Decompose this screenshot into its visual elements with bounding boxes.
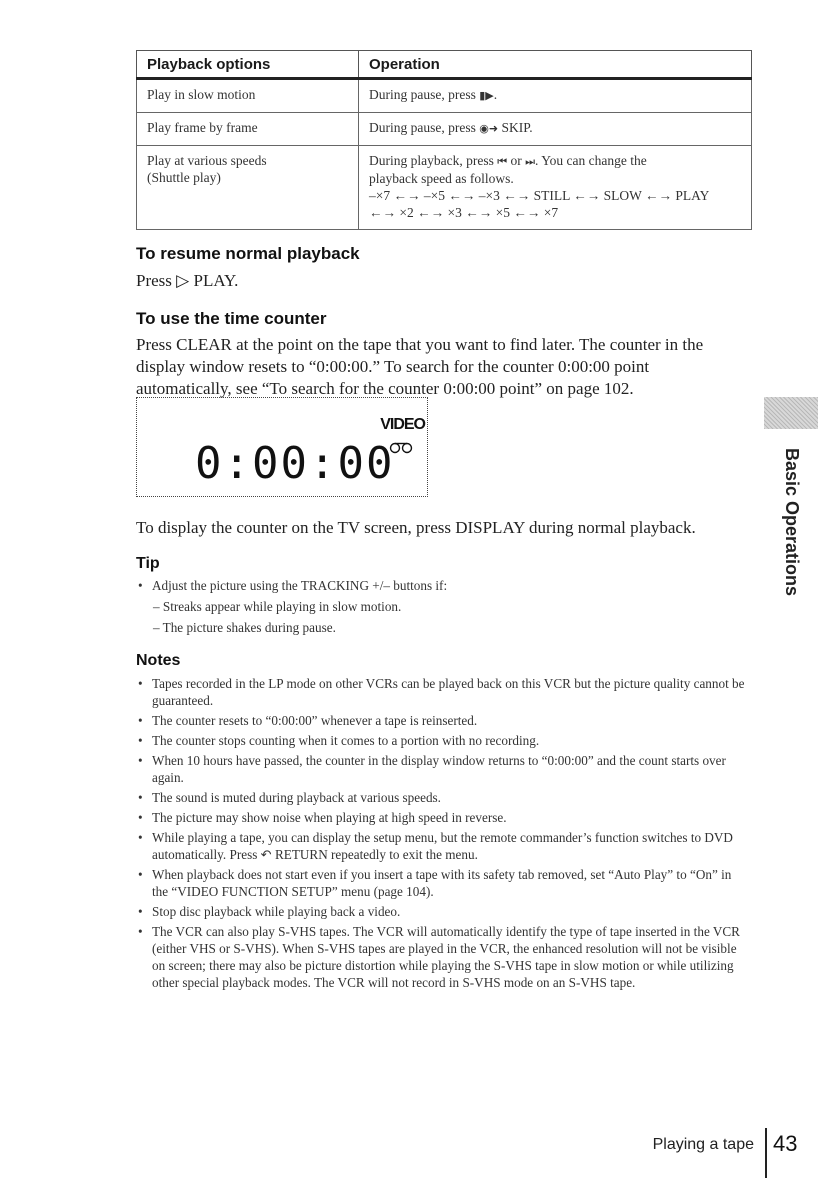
tip-subitem: – Streaks appear while playing in slow motion. <box>153 599 402 614</box>
play-label: PLAY. <box>193 271 239 290</box>
fast-forward-icon: ⏭ <box>525 155 536 168</box>
play-icon: ▷ <box>176 271 190 291</box>
notes-list <box>136 675 748 994</box>
speed-sequence-line: –×7 ←→ –×5 ←→ –×3 ←→ STILL ←→ SLOW ←→ PLAY <box>369 188 710 203</box>
tv-display-instruction: To display the counter on the TV screen, press DISPLAY during normal playback. <box>136 518 696 537</box>
table-row <box>137 113 752 146</box>
list-item: • The counter stops counting when it comes to a portion with no recording. <box>136 732 748 749</box>
column-header-options: Playback options <box>137 51 359 79</box>
table-header-row <box>137 51 752 79</box>
list-item: • The picture may show noise when playing at high speed in reverse. <box>136 809 748 826</box>
operation-suffix: . <box>493 87 498 102</box>
resume-heading: To resume normal playback <box>136 244 360 263</box>
operation-suffix: SKIP. <box>501 120 533 135</box>
operation-line <box>369 152 741 170</box>
list-item: • When playback does not start even if you insert a tape with its safety tab removed, set “Auto Play” to “On” in the “VIDEO FUNCTION SETUP” menu (page 104). <box>136 866 748 900</box>
footer-divider <box>765 1128 767 1178</box>
tape-icon <box>389 442 413 454</box>
operation-text: During pause, press <box>369 87 476 102</box>
counter-paragraph <box>136 334 751 400</box>
operation-cell <box>359 79 752 113</box>
paragraph-line: automatically, see “To search for the counter 0:00:00 point” on page 102. <box>136 379 634 398</box>
list-item: • Adjust the picture using the TRACKING +/– buttons if: <box>136 577 748 594</box>
notes-heading: Notes <box>136 652 181 669</box>
option-cell: Play in slow motion <box>137 79 359 113</box>
tip-subitem: – The picture shakes during pause. <box>153 620 336 635</box>
option-line: Play at various speeds <box>147 153 267 168</box>
paragraph-line: Press CLEAR at the point on the tape that you want to find later. The counter in the <box>136 335 704 354</box>
page-number: 43 <box>773 1131 798 1156</box>
operation-text: During pause, press <box>369 120 476 135</box>
section-side-label: Basic Operations <box>782 448 802 597</box>
operation-text: . You can change the <box>535 153 647 168</box>
section-tab-marker <box>764 397 818 429</box>
operation-text: During playback, press <box>369 153 494 168</box>
table-row <box>137 79 752 113</box>
list-item: • When 10 hours have passed, the counter in the display window returns to “0:00:00” and the count starts over again. <box>136 752 748 786</box>
tip-list <box>136 577 748 597</box>
option-cell: Play frame by frame <box>137 113 359 146</box>
press-text: Press <box>136 271 172 290</box>
tip-heading: Tip <box>136 555 160 572</box>
skip-icon: ◉➜ <box>479 122 499 135</box>
list-item: • Stop disc playback while playing back a video. <box>136 903 748 920</box>
list-item: • While playing a tape, you can display the setup menu, but the remote commander’s function switches to DVD automatically. Press ↶ RETURN repeatedly to exit the menu. <box>136 829 748 863</box>
counter-digits: 0:00:00 <box>195 438 395 489</box>
table-row <box>137 146 752 230</box>
operation-cell <box>359 146 752 230</box>
playback-options-table <box>136 50 752 230</box>
rewind-icon: ⏮ <box>497 155 508 168</box>
operation-line: playback speed as follows. <box>369 171 514 186</box>
video-indicator: VIDEO <box>380 416 425 433</box>
option-line: (Shuttle play) <box>147 170 221 185</box>
footer-section-title: Playing a tape <box>652 1136 754 1153</box>
paragraph-line: display window resets to “0:00:00.” To search for the counter 0:00:00 point <box>136 357 650 376</box>
speed-sequence-line: ←→ ×2 ←→ ×3 ←→ ×5 ←→ ×7 <box>369 205 559 220</box>
counter-heading: To use the time counter <box>136 309 327 328</box>
counter-display-illustration <box>136 397 428 497</box>
list-item: • The counter resets to “0:00:00” whenever a tape is reinserted. <box>136 712 748 729</box>
option-cell <box>137 146 359 230</box>
list-item: • The sound is muted during playback at various speeds. <box>136 789 748 806</box>
list-item: • The VCR can also play S-VHS tapes. The VCR will automatically identify the type of tape inserted in the VCR (either VHS or S-VHS). When S-VHS tapes are played in the VCR, the enhanced resolution will not be visible on screen; there may also be picture distortion while playing the S-VHS tape in slow motion or while utilizing other special playback modes. The VCR will not record in S-VHS mode on an S-VHS tape. <box>136 923 748 991</box>
operation-or: or <box>510 153 522 168</box>
resume-instruction <box>136 270 238 292</box>
slow-play-icon: ▮▶ <box>479 89 494 102</box>
list-item: • Tapes recorded in the LP mode on other VCRs can be played back on this VCR but the picture quality cannot be guaranteed. <box>136 675 748 709</box>
column-header-operation: Operation <box>359 51 752 79</box>
operation-cell <box>359 113 752 146</box>
